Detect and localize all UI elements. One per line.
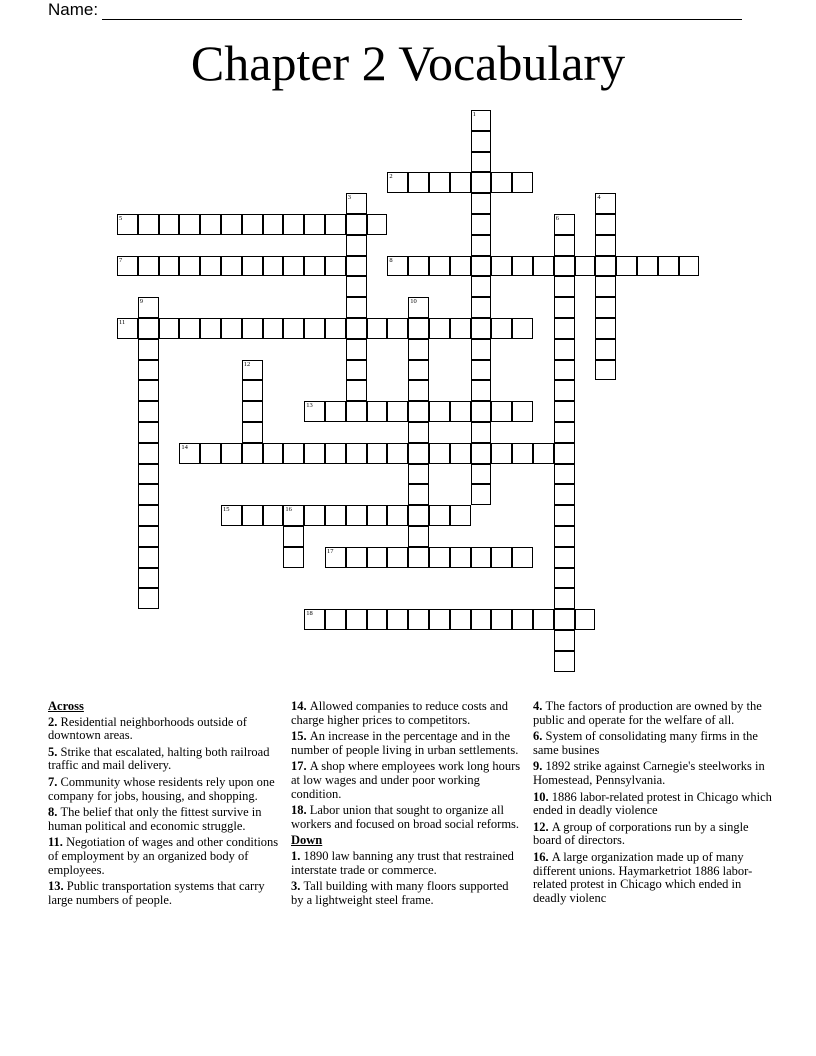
crossword-cell[interactable] xyxy=(367,401,388,422)
page-title: Chapter 2 Vocabulary xyxy=(190,35,626,91)
crossword-cell[interactable] xyxy=(429,609,450,630)
crossword-cell[interactable] xyxy=(325,609,346,630)
crossword-cell[interactable] xyxy=(242,401,263,422)
crossword-cell[interactable] xyxy=(554,630,575,651)
crossword-cell[interactable] xyxy=(554,339,575,360)
crossword-cell[interactable] xyxy=(283,443,304,464)
crossword-cell[interactable] xyxy=(450,401,471,422)
crossword-cell[interactable] xyxy=(471,172,492,193)
crossword-cell[interactable] xyxy=(554,588,575,609)
clue-item: 10. 1886 labor-related protest in Chicago which ended in deadly violence xyxy=(533,789,772,818)
crossword-cell[interactable] xyxy=(471,547,492,568)
crossword-cell[interactable] xyxy=(200,214,221,235)
crossword-cell[interactable] xyxy=(429,318,450,339)
crossword-cell[interactable] xyxy=(471,276,492,297)
clue-number: 18 xyxy=(306,610,313,618)
crossword-cell[interactable] xyxy=(138,484,159,505)
crossword-cell[interactable] xyxy=(263,443,284,464)
crossword-cell[interactable] xyxy=(575,609,596,630)
crossword-cell[interactable] xyxy=(242,443,263,464)
crossword-cell[interactable] xyxy=(471,152,492,173)
crossword-cell[interactable] xyxy=(179,443,200,464)
clue-number: 11 xyxy=(119,319,126,326)
crossword-cell[interactable] xyxy=(554,547,575,568)
crossword-cell[interactable] xyxy=(304,401,325,422)
crossword-cell[interactable] xyxy=(408,609,429,630)
crossword-cell[interactable] xyxy=(491,443,512,464)
crossword-cell[interactable] xyxy=(575,256,596,277)
clue-item: 1. 1890 law banning any trust that restrained interstate trade or commerce. xyxy=(291,848,514,877)
crossword-cell[interactable] xyxy=(595,276,616,297)
crossword-cell[interactable] xyxy=(408,422,429,443)
crossword-cell[interactable] xyxy=(263,214,284,235)
crossword-cell[interactable] xyxy=(325,318,346,339)
crossword-cell[interactable] xyxy=(512,318,533,339)
crossword-cell[interactable] xyxy=(221,318,242,339)
crossword-cell[interactable] xyxy=(242,256,263,277)
crossword-cell[interactable] xyxy=(471,464,492,485)
crossword-cell[interactable] xyxy=(159,256,180,277)
crossword-cell[interactable] xyxy=(346,235,367,256)
crossword-cell[interactable] xyxy=(138,568,159,589)
crossword-cell[interactable] xyxy=(242,318,263,339)
crossword-cell[interactable] xyxy=(554,609,575,630)
crossword-cell[interactable] xyxy=(221,443,242,464)
crossword-cell[interactable] xyxy=(367,609,388,630)
crossword-cell[interactable] xyxy=(595,193,616,214)
crossword-cell[interactable] xyxy=(450,609,471,630)
crossword-cell[interactable] xyxy=(491,547,512,568)
crossword-cell[interactable] xyxy=(554,360,575,381)
crossword-cell[interactable] xyxy=(346,297,367,318)
crossword-cell[interactable] xyxy=(554,401,575,422)
crossword-cell[interactable] xyxy=(346,214,367,235)
clue-item: 5. Strike that escalated, halting both railroad traffic and mail delivery. xyxy=(48,744,270,773)
crossword-cell[interactable] xyxy=(138,380,159,401)
crossword-cell[interactable] xyxy=(471,214,492,235)
crossword-cell[interactable] xyxy=(595,318,616,339)
crossword-cell[interactable] xyxy=(471,401,492,422)
crossword-cell[interactable] xyxy=(346,505,367,526)
crossword-cell[interactable] xyxy=(554,297,575,318)
crossword-cell[interactable] xyxy=(408,505,429,526)
clue-number: 3 xyxy=(347,194,352,202)
crossword-cell[interactable] xyxy=(408,443,429,464)
crossword-cell[interactable] xyxy=(387,256,408,277)
crossword-cell[interactable] xyxy=(533,443,554,464)
name-label: Name: xyxy=(48,0,99,19)
crossword-cell[interactable] xyxy=(200,318,221,339)
crossword-cell[interactable] xyxy=(429,172,450,193)
clue-number: 12 xyxy=(243,360,251,368)
crossword-cell[interactable] xyxy=(512,547,533,568)
crossword-cell[interactable] xyxy=(283,214,304,235)
crossword-cell[interactable] xyxy=(387,318,408,339)
crossword-cell[interactable] xyxy=(595,235,616,256)
clue-section-heading: Across xyxy=(48,699,84,713)
clue-item: 6. System of consolidating many firms in the same busines xyxy=(533,729,758,757)
crossword-cell[interactable] xyxy=(367,318,388,339)
crossword-cell[interactable] xyxy=(159,318,180,339)
crossword-cell[interactable] xyxy=(429,505,450,526)
crossword-cell[interactable] xyxy=(637,256,658,277)
crossword-cell[interactable] xyxy=(491,401,512,422)
clue-item: 8. The belief that only the fittest survive in human political and economic struggle. xyxy=(48,805,262,833)
crossword-cell[interactable] xyxy=(325,547,346,568)
crossword-cell[interactable] xyxy=(512,443,533,464)
crossword-cell[interactable] xyxy=(221,256,242,277)
crossword-cell[interactable] xyxy=(283,547,304,568)
crossword-cell[interactable] xyxy=(408,401,429,422)
clue-item: 16. A large organization made up of many different unions. Haymarketriot 1886 labor-related protest in Chicago which ended in deadly violenc xyxy=(533,849,753,905)
crossword-cell[interactable] xyxy=(346,339,367,360)
crossword-cell[interactable] xyxy=(471,131,492,152)
crossword-cell[interactable] xyxy=(554,318,575,339)
crossword-cell[interactable] xyxy=(429,547,450,568)
clue-number: 10 xyxy=(410,298,417,306)
crossword-cell[interactable] xyxy=(450,443,471,464)
crossword-cell[interactable] xyxy=(367,505,388,526)
crossword-cell[interactable] xyxy=(471,360,492,381)
clue-item: 4. The factors of production are owned by the public and operate for the welfare of all. xyxy=(533,699,762,727)
crossword-cell[interactable] xyxy=(242,422,263,443)
clue-number: 13 xyxy=(306,402,313,410)
clue-item: 18. Labor union that sought to organize all workers and focused on broad social reforms. xyxy=(291,803,520,831)
crossword-cell[interactable] xyxy=(533,609,554,630)
crossword-cell[interactable] xyxy=(387,547,408,568)
crossword-cell[interactable] xyxy=(471,609,492,630)
crossword-cell[interactable] xyxy=(408,172,429,193)
clue-number: 7 xyxy=(119,256,123,264)
crossword-cell[interactable] xyxy=(616,256,637,277)
crossword-cell[interactable] xyxy=(512,172,533,193)
clue-number: 1 xyxy=(472,111,476,118)
crossword-cell[interactable] xyxy=(554,443,575,464)
crossword-cell[interactable] xyxy=(263,505,284,526)
crossword-cell[interactable] xyxy=(367,443,388,464)
crossword-cell[interactable] xyxy=(138,505,159,526)
clue-item: 3. Tall building with many floors supported by a lightweight steel frame. xyxy=(291,879,509,907)
crossword-cell[interactable] xyxy=(658,256,679,277)
crossword-cell[interactable] xyxy=(346,443,367,464)
crossword-cell[interactable] xyxy=(138,464,159,485)
crossword-cell[interactable] xyxy=(471,235,492,256)
crossword-cell[interactable] xyxy=(679,256,700,277)
crossword-cell[interactable] xyxy=(471,422,492,443)
crossword-cell[interactable] xyxy=(367,214,388,235)
crossword-cell[interactable] xyxy=(408,526,429,547)
crossword-cell[interactable] xyxy=(408,297,429,318)
crossword-cell[interactable] xyxy=(138,526,159,547)
crossword-cell[interactable] xyxy=(471,484,492,505)
crossword-cell[interactable] xyxy=(283,505,304,526)
crossword-cell[interactable] xyxy=(179,256,200,277)
clue-number: 8 xyxy=(389,256,393,264)
crossword-cell[interactable] xyxy=(283,256,304,277)
crossword-cell[interactable] xyxy=(554,651,575,672)
crossword-cell[interactable] xyxy=(367,547,388,568)
crossword-cell[interactable] xyxy=(491,256,512,277)
crossword-cell[interactable] xyxy=(325,443,346,464)
crossword-cell[interactable] xyxy=(471,110,492,131)
crossword-cell[interactable] xyxy=(471,297,492,318)
crossword-cell[interactable] xyxy=(554,484,575,505)
clue-number: 9 xyxy=(139,298,144,306)
crossword-cell[interactable] xyxy=(554,380,575,401)
clue-item: 7. Community whose residents rely upon one company for jobs, housing, and shopping. xyxy=(48,774,275,803)
crossword-cell[interactable] xyxy=(304,318,325,339)
crossword-cell[interactable] xyxy=(408,380,429,401)
crossword-cell[interactable] xyxy=(346,547,367,568)
crossword-cell[interactable] xyxy=(595,214,616,235)
crossword-cell[interactable] xyxy=(408,339,429,360)
crossword-cell[interactable] xyxy=(491,172,512,193)
clue-column-3 xyxy=(533,700,773,908)
crossword-cell[interactable] xyxy=(429,256,450,277)
crossword-cell[interactable] xyxy=(325,401,346,422)
crossword-cell[interactable] xyxy=(304,609,325,630)
crossword-cell[interactable] xyxy=(138,443,159,464)
crossword-cell[interactable] xyxy=(346,360,367,381)
crossword-cell[interactable] xyxy=(304,256,325,277)
crossword-cell[interactable] xyxy=(408,464,429,485)
crossword-cell[interactable] xyxy=(283,318,304,339)
crossword-cell[interactable] xyxy=(387,401,408,422)
crossword-cell[interactable] xyxy=(408,360,429,381)
crossword-cell[interactable] xyxy=(346,609,367,630)
crossword-cell[interactable] xyxy=(408,547,429,568)
crossword-cell[interactable] xyxy=(450,547,471,568)
crossword-cell[interactable] xyxy=(138,401,159,422)
crossword-cell[interactable] xyxy=(471,380,492,401)
crossword-cell[interactable] xyxy=(242,360,263,381)
crossword-cell[interactable] xyxy=(242,214,263,235)
crossword-cell[interactable] xyxy=(138,360,159,381)
crossword-cell[interactable] xyxy=(471,443,492,464)
crossword-cell[interactable] xyxy=(554,422,575,443)
crossword-cell[interactable] xyxy=(346,380,367,401)
clue-item: 2. Residential neighborhoods outside of downtown areas. xyxy=(48,714,247,743)
crossword-cell[interactable] xyxy=(387,609,408,630)
crossword-cell[interactable] xyxy=(408,256,429,277)
crossword-cell[interactable] xyxy=(512,609,533,630)
crossword-cell[interactable] xyxy=(138,339,159,360)
crossword-cell[interactable] xyxy=(138,256,159,277)
name-field[interactable] xyxy=(48,0,742,20)
clue-item: 11. Negotiation of wages and other conditions of employment by an organized body of employees. xyxy=(48,835,279,877)
crossword-cell[interactable] xyxy=(179,214,200,235)
crossword-cell[interactable] xyxy=(429,401,450,422)
crossword-cell[interactable] xyxy=(554,276,575,297)
crossword-cell[interactable] xyxy=(242,380,263,401)
crossword-cell[interactable] xyxy=(554,568,575,589)
name-underline[interactable] xyxy=(102,5,742,20)
crossword-cell[interactable] xyxy=(595,297,616,318)
crossword-cell[interactable] xyxy=(304,214,325,235)
crossword-cell[interactable] xyxy=(512,256,533,277)
clue-number: 14 xyxy=(181,443,188,451)
crossword-cell[interactable] xyxy=(200,256,221,277)
crossword-cell[interactable] xyxy=(138,422,159,443)
crossword-cell[interactable] xyxy=(325,214,346,235)
crossword-cell[interactable] xyxy=(263,256,284,277)
clue-number: 6 xyxy=(555,215,560,222)
crossword-cell[interactable] xyxy=(117,318,138,339)
crossword-cell[interactable] xyxy=(533,256,554,277)
crossword-cell[interactable] xyxy=(471,256,492,277)
crossword-cell[interactable] xyxy=(387,505,408,526)
crossword-cell[interactable] xyxy=(138,297,159,318)
crossword-cell[interactable] xyxy=(471,318,492,339)
crossword-cell[interactable] xyxy=(554,214,575,235)
crossword-cell[interactable] xyxy=(595,256,616,277)
clue-column-2 xyxy=(291,700,523,910)
clue-item: 12. A group of corporations run by a single board of directors. xyxy=(533,819,749,848)
crossword-cell[interactable] xyxy=(179,318,200,339)
crossword-cell[interactable] xyxy=(138,588,159,609)
clue-item: 17. A shop where employees work long hours at low wages and under poor working condition. xyxy=(291,759,521,801)
crossword-cell[interactable] xyxy=(117,256,138,277)
crossword-cell[interactable] xyxy=(200,443,221,464)
crossword-cell[interactable] xyxy=(138,547,159,568)
crossword-cell[interactable] xyxy=(387,172,408,193)
crossword-cell[interactable] xyxy=(346,276,367,297)
crossword-cell[interactable] xyxy=(491,318,512,339)
crossword-cell[interactable] xyxy=(346,318,367,339)
crossword-cell[interactable] xyxy=(554,256,575,277)
crossword-cell[interactable] xyxy=(554,464,575,485)
crossword-cell[interactable] xyxy=(221,505,242,526)
clue-column-1 xyxy=(48,700,280,910)
crossword-cell[interactable] xyxy=(387,443,408,464)
crossword-cell[interactable] xyxy=(471,339,492,360)
crossword-cell[interactable] xyxy=(450,172,471,193)
crossword-cell[interactable] xyxy=(117,214,138,235)
clue-number: 17 xyxy=(327,547,334,555)
crossword-cell[interactable] xyxy=(304,443,325,464)
crossword-cell[interactable] xyxy=(450,256,471,277)
crossword-cell[interactable] xyxy=(346,193,367,214)
crossword-cell[interactable] xyxy=(138,214,159,235)
crossword-cell[interactable] xyxy=(595,339,616,360)
crossword-cell[interactable] xyxy=(346,256,367,277)
crossword-cell[interactable] xyxy=(471,193,492,214)
clue-number: 4 xyxy=(597,194,601,202)
clue-item: 14. Allowed companies to reduce costs and charge higher prices to competitors. xyxy=(291,699,508,727)
crossword-cell[interactable] xyxy=(138,318,159,339)
crossword-cell[interactable] xyxy=(491,609,512,630)
crossword-cell[interactable] xyxy=(283,526,304,547)
clue-item: 15. An increase in the percentage and in the number of people living in urban settlements. xyxy=(291,729,519,757)
crossword-cell[interactable] xyxy=(242,505,263,526)
crossword-cell[interactable] xyxy=(408,484,429,505)
clue-number: 15 xyxy=(223,506,230,514)
crossword-cell[interactable] xyxy=(304,505,325,526)
crossword-cell[interactable] xyxy=(159,214,180,235)
crossword-cell[interactable] xyxy=(595,360,616,381)
crossword-cell[interactable] xyxy=(429,443,450,464)
clue-number: 2 xyxy=(389,173,393,181)
clue-number: 16 xyxy=(285,506,292,514)
clue-number: 5 xyxy=(119,215,123,222)
clue-section-heading: Down xyxy=(291,833,323,848)
crossword-cell[interactable] xyxy=(512,401,533,422)
crossword-cell[interactable] xyxy=(346,401,367,422)
crossword-cell[interactable] xyxy=(450,318,471,339)
crossword-cell[interactable] xyxy=(221,214,242,235)
crossword-cell[interactable] xyxy=(325,505,346,526)
crossword-cell[interactable] xyxy=(263,318,284,339)
crossword-cell[interactable] xyxy=(408,318,429,339)
crossword-cell[interactable] xyxy=(325,256,346,277)
crossword-cell[interactable] xyxy=(450,505,471,526)
crossword-cell[interactable] xyxy=(554,505,575,526)
clue-item: 9. 1892 strike against Carnegie's steelworks in Homestead, Pennsylvania. xyxy=(533,759,765,787)
clue-item: 13. Public transportation systems that carry large numbers of people. xyxy=(48,879,265,907)
crossword-cell[interactable] xyxy=(554,235,575,256)
crossword-cell[interactable] xyxy=(554,526,575,547)
